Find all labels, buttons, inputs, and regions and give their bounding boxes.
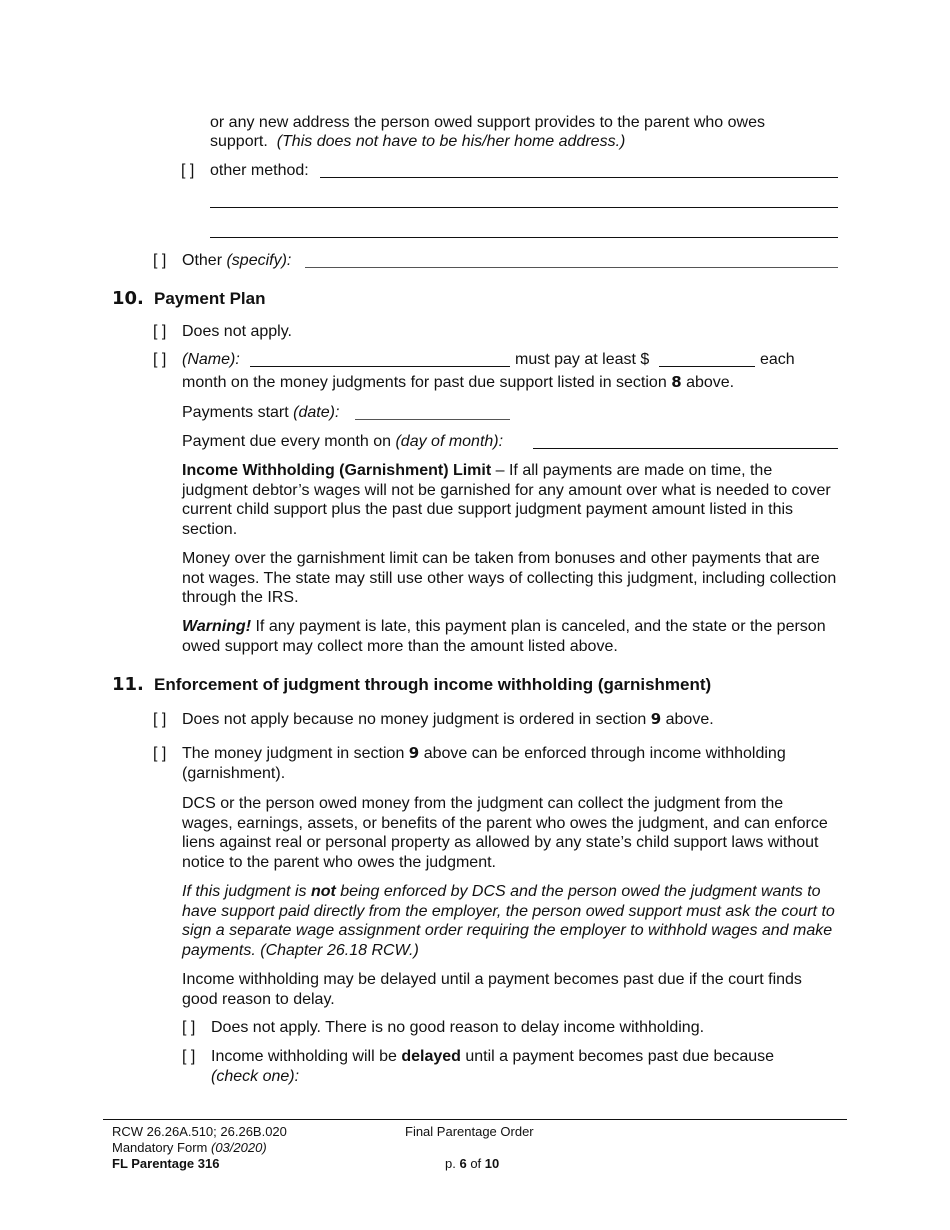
- other-method-line-3[interactable]: [210, 237, 838, 238]
- delayed-text: [211, 1047, 831, 1086]
- name-label: (Name):: [182, 351, 240, 368]
- section-11-title: Enforcement of judgment through income withholding (garnishment): [154, 675, 712, 694]
- checkbox-withholding-enforced[interactable]: [ ]: [153, 745, 167, 762]
- payments-start-field[interactable]: [355, 419, 510, 420]
- payment-due-field[interactable]: [533, 448, 838, 449]
- delayed-text-b: until a payment becomes past due because: [460, 1048, 775, 1065]
- payment-plan-na-text: Does not apply.: [182, 323, 292, 340]
- withholding-enforced-text: [182, 744, 838, 783]
- delayed-emphasis: delayed: [401, 1048, 461, 1065]
- section-ref-8: 8: [671, 373, 682, 391]
- dcs-paragraph: DCS or the person owed money from the judgment can collect the judgment from the wages, earnings, assets, or benefits of the parent who owes the judgment, and can enforce liens against real or personal property as allowed by any state’s child support laws without notice to the parent who owes the judgment.: [182, 795, 828, 871]
- footer-page-number: [445, 1156, 499, 1172]
- warning-text: If any payment is late, this payment plan is canceled, and the state or the person owed support may collect more than the amount listed above.: [182, 618, 826, 655]
- other-method-line-2[interactable]: [210, 207, 838, 208]
- continuation-text: support.: [210, 133, 268, 150]
- checkbox-payment-plan-na[interactable]: [ ]: [153, 323, 167, 340]
- checkbox-delayed[interactable]: [ ]: [182, 1048, 196, 1065]
- garnishment-limit-text: – If all payments are made on time, the judgment debtor’s wages will not be garnished for any amount over what is needed to cover current child support plus the past due support judgment payment amount listed in this section.: [182, 462, 831, 538]
- check-one-label: (check one):: [211, 1067, 300, 1085]
- continuation-text-line1: or any new address the person owed support provides to the parent who owes: [210, 114, 765, 131]
- garnishment-limit-title: Income Withholding (Garnishment) Limit: [182, 462, 492, 479]
- not-emphasis: not: [310, 883, 336, 900]
- amount-field[interactable]: [659, 366, 755, 367]
- checkbox-no-delay[interactable]: [ ]: [182, 1019, 196, 1036]
- section-10-title: Payment Plan: [154, 289, 266, 308]
- payment-plan-line2: [182, 373, 734, 393]
- day-of-month-label: (day of month):: [395, 433, 504, 450]
- continuation-note: (This does not have to be his/her home address.): [276, 133, 626, 150]
- page-total: 10: [484, 1156, 500, 1171]
- garnishment-limit-paragraph: [182, 461, 838, 539]
- delayed-text-a: Income withholding will be: [211, 1048, 402, 1065]
- other-label: Other: [182, 252, 223, 269]
- withholding-enforced-text-a: The money judgment in section: [182, 745, 405, 762]
- checkbox-other-method[interactable]: [ ]: [181, 162, 195, 179]
- checkbox-other-specify[interactable]: [ ]: [153, 252, 167, 269]
- no-delay-text: Does not apply. There is no good reason to delay income withholding.: [211, 1019, 705, 1036]
- section-ref-9b: 9: [408, 744, 420, 762]
- payment-due-label: [182, 432, 503, 452]
- withholding-na-text-a: Does not apply because no money judgment is ordered in section: [182, 711, 647, 728]
- section-10-number: 10.: [112, 288, 144, 309]
- footer-mandatory: [112, 1140, 267, 1156]
- money-over-limit-paragraph: Money over the garnishment limit can be taken from bonuses and other payments that are not wages. The state may still use other ways of collecting this judgment, including collection through the IRS.: [182, 550, 837, 606]
- payment-plan-text: month on the money judgments for past due support listed in section: [182, 374, 667, 391]
- delay-paragraph: Income withholding may be delayed until a payment becomes past due if the court finds good reason to delay.: [182, 971, 802, 1008]
- other-method-label: other method:: [210, 162, 309, 179]
- warning-paragraph: [182, 617, 838, 656]
- other-specify-line[interactable]: [305, 267, 838, 268]
- page-current: 6: [459, 1156, 467, 1171]
- footer-rcw: RCW 26.26A.510; 26.26B.020: [112, 1124, 287, 1139]
- page-prefix: p.: [445, 1156, 456, 1171]
- other-method-line-1[interactable]: [320, 177, 838, 178]
- wage-assignment-text-b: being enforced by DCS and the person owed the judgment wants to have support paid directly from the employer, the person owed support must ask the court to sign a separate wage assignment order requiring the employer to withhold wages and make payments. (Chapter 26.18 RCW.): [182, 883, 835, 959]
- date-label: (date):: [293, 404, 340, 421]
- footer-divider: [103, 1119, 847, 1120]
- other-specify-label: [182, 251, 291, 271]
- checkbox-withholding-na[interactable]: [ ]: [153, 711, 167, 728]
- payment-plan-text-end: above.: [686, 374, 735, 391]
- name-field[interactable]: [250, 366, 510, 367]
- mandatory-form-label: Mandatory Form: [112, 1140, 208, 1155]
- section-11-number: 11.: [112, 674, 144, 695]
- footer-form-id: FL Parentage 316: [112, 1156, 220, 1171]
- specify-label: (specify):: [226, 252, 292, 269]
- warning-label: Warning!: [182, 618, 252, 635]
- section-ref-9: 9: [650, 710, 662, 728]
- wage-assignment-paragraph: [182, 882, 838, 960]
- footer-doc-title: Final Parentage Order: [405, 1124, 534, 1139]
- mandatory-form-date: (03/2020): [211, 1140, 267, 1155]
- page-of: of: [470, 1156, 482, 1171]
- each-text: each: [760, 351, 795, 368]
- payment-due-text: Payment due every month on: [182, 433, 392, 450]
- wage-assignment-text-a: If this judgment is: [182, 883, 311, 900]
- withholding-enforced-text-b: above can be enforced through income withholding (garnishment).: [182, 745, 786, 782]
- withholding-na-text-b: above.: [665, 711, 714, 728]
- checkbox-payment-plan[interactable]: [ ]: [153, 351, 167, 368]
- payments-start-text: Payments start: [182, 404, 289, 421]
- must-pay-text: must pay at least $: [515, 351, 650, 368]
- continuation-text-line2: [210, 132, 625, 152]
- payments-start-label: [182, 403, 339, 423]
- withholding-na-text: [182, 710, 714, 730]
